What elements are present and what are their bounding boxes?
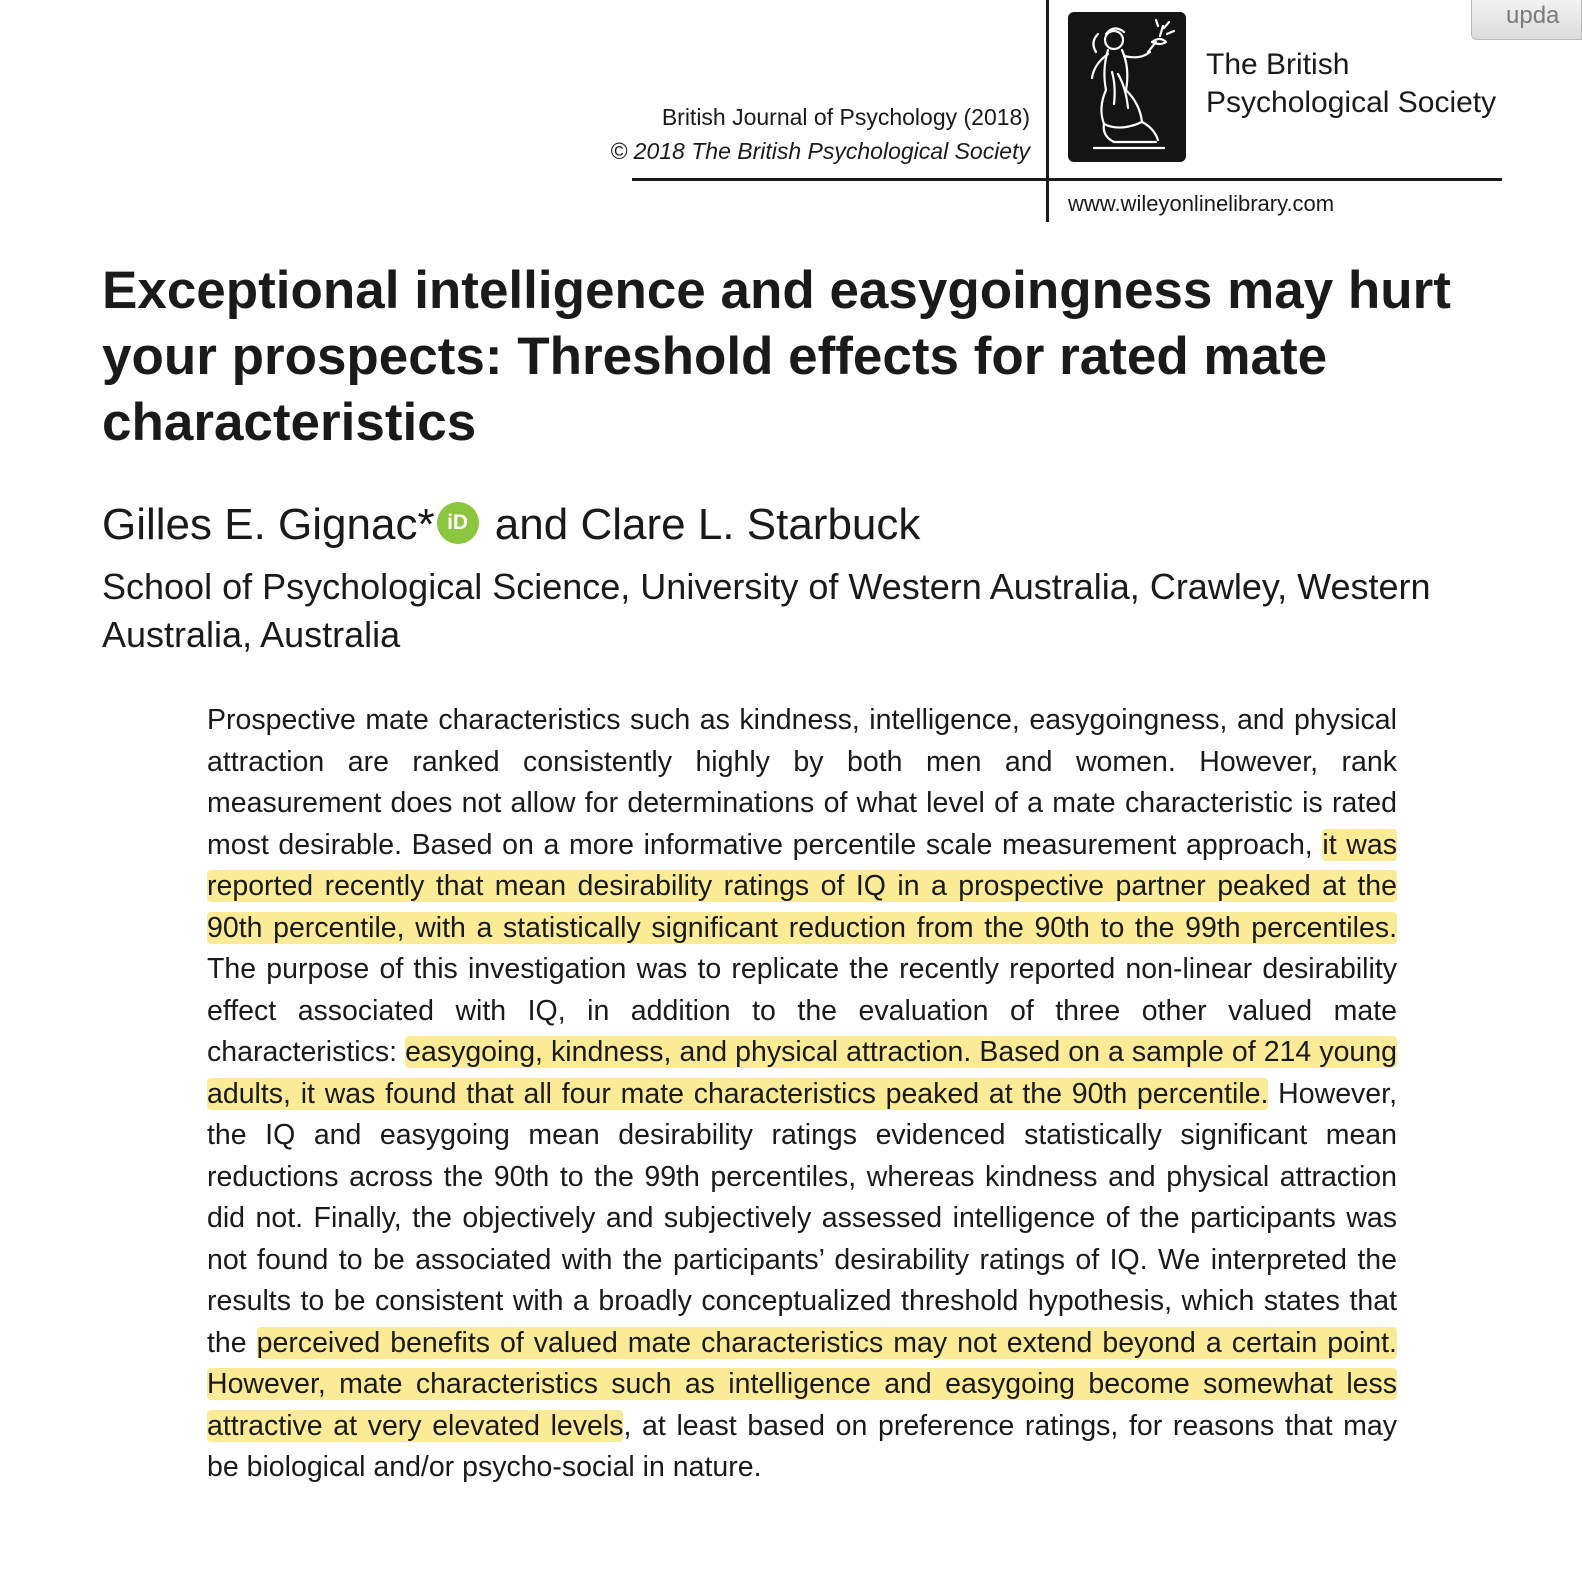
journal-citation: British Journal of Psychology (2018) bbox=[661, 104, 1030, 130]
journal-copyright: © 2018 The British Psychological Society bbox=[610, 138, 1030, 164]
abstract-text: However, the IQ and easygoing mean desirability ratings evidenced statistically significant mean reductions across the 90th to the 99th percentiles, whereas kindness and physical attraction did not. Finally, the objectively and subjectively assessed intelligence of the participants was not found to be associated with the participants’ desirability ratings of IQ. We interpreted the results to be consistent with a broadly conceptualized threshold hypothesis, which states that the bbox=[207, 1077, 1397, 1359]
society-name-line2: Psychological Society bbox=[1206, 86, 1497, 119]
author-line bbox=[102, 496, 920, 554]
bps-logo-figure-icon bbox=[1068, 12, 1186, 162]
society-name-line1: The British bbox=[1206, 48, 1350, 81]
orcid-icon[interactable]: iD bbox=[437, 502, 479, 544]
bps-logo-figure-icon-svg bbox=[1068, 12, 1186, 162]
abstract bbox=[207, 700, 1397, 1489]
abstract-text: , at least based on preference ratings, for reasons that may be biological and/or psycho-social in nature. bbox=[207, 1409, 1397, 1483]
header-vertical-rule bbox=[1046, 0, 1049, 222]
author-name-2[interactable]: Clare L. Starbuck bbox=[580, 500, 921, 549]
article-title: Exceptional intelligence and easygoingness may hurt your prospects: Threshold effects for rated mate characteristics bbox=[102, 261, 1451, 452]
author-affiliation: School of Psychological Science, University of Western Australia, Crawley, Western Australia, Australia bbox=[102, 566, 1431, 655]
author-separator: and bbox=[482, 500, 581, 549]
abstract-highlight: easygoing, kindness, and physical attraction. Based on a sample of 214 young adults, it was found that all four mate characteristics peaked at the 90th percentile. bbox=[207, 1036, 1397, 1110]
update-button[interactable]: upda bbox=[1471, 0, 1582, 40]
author-name-1[interactable]: Gilles E. Gignac* bbox=[102, 500, 435, 549]
abstract-highlight: it was reported recently that mean desirability ratings of IQ in a prospective partner peaked at the 90th percentile, with a statistically significant reduction from the 90th to the 99th percentiles. bbox=[207, 828, 1397, 944]
abstract-highlight: perceived benefits of valued mate characteristics may not extend beyond a certain point. However, mate characteristics such as intelligence and easygoing become somewhat less attractive at very elevated levels bbox=[207, 1326, 1397, 1442]
publisher-url[interactable]: www.wileyonlinelibrary.com bbox=[1068, 191, 1335, 216]
journal-info bbox=[560, 100, 1030, 168]
abstract-text: The purpose of this investigation was to replicate the recently reported non-linear desirability effect associated with IQ, in addition to the evaluation of three other valued mate characteristics: bbox=[207, 953, 1397, 1068]
society-name bbox=[1206, 46, 1496, 122]
header-horizontal-rule bbox=[632, 178, 1502, 181]
abstract-text: Prospective mate characteristics such as kindness, intelligence, easygoingness, and physical attraction are ranked consistently highly by both men and women. However, rank measurement does not allow for determinations of what level of a mate characteristic is rated most desirable. Based on a more informative percentile scale measurement approach, bbox=[207, 704, 1397, 861]
